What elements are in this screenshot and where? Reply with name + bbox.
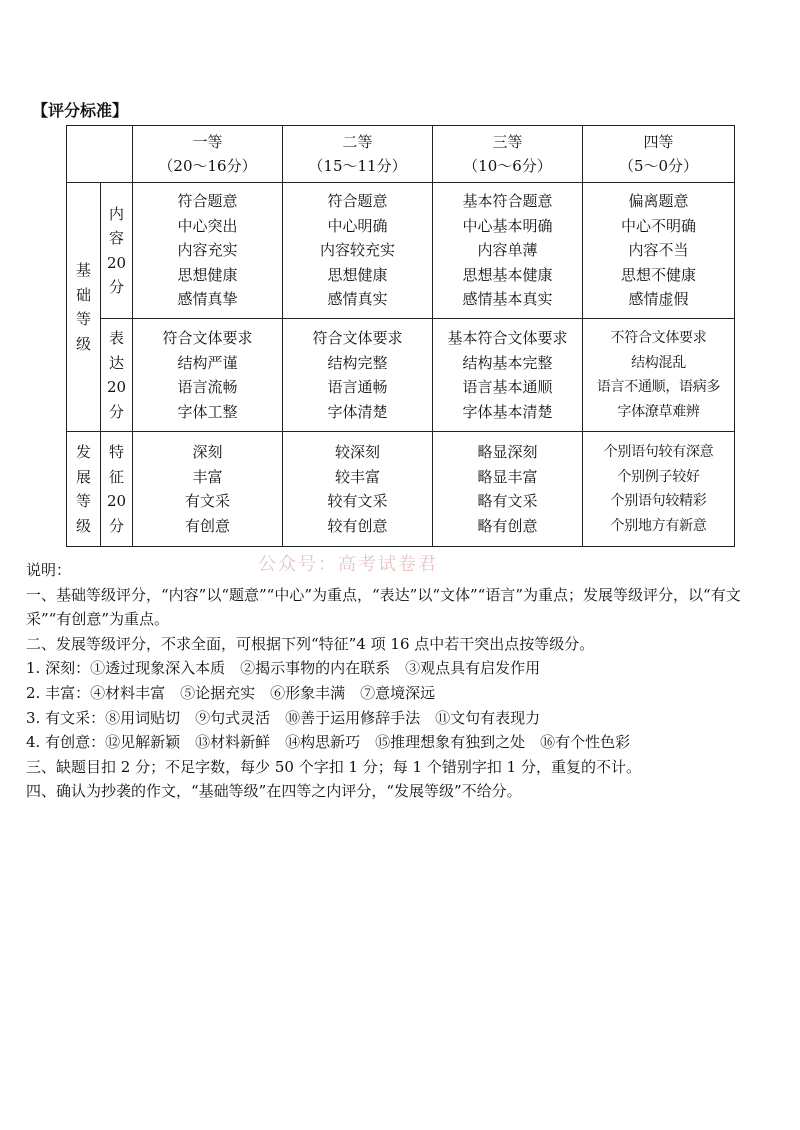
notes-heading: 说明： (26, 561, 72, 579)
content-grade-2: 符合题意 中心明确 内容较充实 思想健康 感情真实 (283, 183, 433, 319)
grade-header-3: 三等 （10～6分） (433, 126, 583, 183)
dev-level-label: 发 展 等 级 (67, 432, 101, 547)
basic-level-label: 基 础 等 级 (67, 183, 101, 432)
note-item: 二、发展等级评分，不求全面，可根据下列“特征”4 项 16 点中若干突出点按等级分。 (26, 634, 595, 653)
feature-grade-1: 深刻 丰富 有文采 有创意 (133, 432, 283, 547)
grade-header-1: 一等 （20～16分） (133, 126, 283, 183)
notes (26, 558, 771, 804)
feature-grade-3: 略显深刻 略显丰富 略有文采 略有创意 (433, 432, 583, 547)
express-label: 表 达 20 分 (101, 319, 133, 432)
feature-row (67, 432, 735, 547)
content-grade-1: 符合题意 中心突出 内容充实 思想健康 感情真挚 (133, 183, 283, 319)
section-title: 【评分标准】 (32, 101, 129, 120)
feature-grade-2: 较深刻 较丰富 较有文采 较有创意 (283, 432, 433, 547)
express-grade-4: 不符合文体要求 结构混乱 语言不通顺，语病多 字体潦草难辨 (583, 319, 735, 432)
content-grade-3: 基本符合题意 中心基本明确 内容单薄 思想基本健康 感情基本真实 (433, 183, 583, 319)
feature-grade-4: 个别语句较有深意 个别例子较好 个别语句较精彩 个别地方有新意 (583, 432, 735, 547)
grading-table (66, 125, 735, 547)
note-item: 四、确认为抄袭的作文，“基础等级”在四等之内评分，“发展等级”不给分。 (26, 782, 522, 801)
note-item: 3. 有文采：⑧用词贴切 ⑨句式灵活 ⑩善于运用修辞手法 ⑪文句有表现力 (26, 708, 541, 727)
express-grade-2: 符合文体要求 结构完整 语言通畅 字体清楚 (283, 319, 433, 432)
express-grade-3: 基本符合文体要求 结构基本完整 语言基本通顺 字体基本清楚 (433, 319, 583, 432)
header-row (67, 126, 735, 183)
content-label: 内 容 20 分 (101, 183, 133, 319)
express-grade-1: 符合文体要求 结构严谨 语言流畅 字体工整 (133, 319, 283, 432)
note-item: 4. 有创意：⑫见解新颖 ⑬材料新鲜 ⑭构思新巧 ⑮推理想象有独到之处 ⑯有个性色彩 (26, 733, 631, 752)
note-item: 1. 深刻：①透过现象深入本质 ②揭示事物的内在联系 ③观点具有启发作用 (26, 659, 541, 678)
express-row (67, 319, 735, 432)
note-item: 三、缺题目扣 2 分；不足字数，每少 50 个字扣 1 分；每 1 个错别字扣 1 分，重复的不计。 (26, 757, 641, 776)
feature-label: 特 征 20 分 (101, 432, 133, 547)
grade-header-2: 二等 （15～11分） (283, 126, 433, 183)
content-grade-4: 偏离题意 中心不明确 内容不当 思想不健康 感情虚假 (583, 183, 735, 319)
note-item: 2. 丰富：④材料丰富 ⑤论据充实 ⑥形象丰满 ⑦意境深远 (26, 683, 436, 702)
corner-cell (67, 126, 133, 183)
grade-header-4: 四等 （5～0分） (583, 126, 735, 183)
content-row (67, 183, 735, 319)
watermark: 公众号：高考试卷君 (258, 554, 438, 575)
note-item: 一、基础等级评分，“内容”以“题意”“中心”为重点，“表达”以“文体”“语言”为重点；发展等级评分，以“有文采”“有创意”为重点。 (26, 585, 741, 629)
